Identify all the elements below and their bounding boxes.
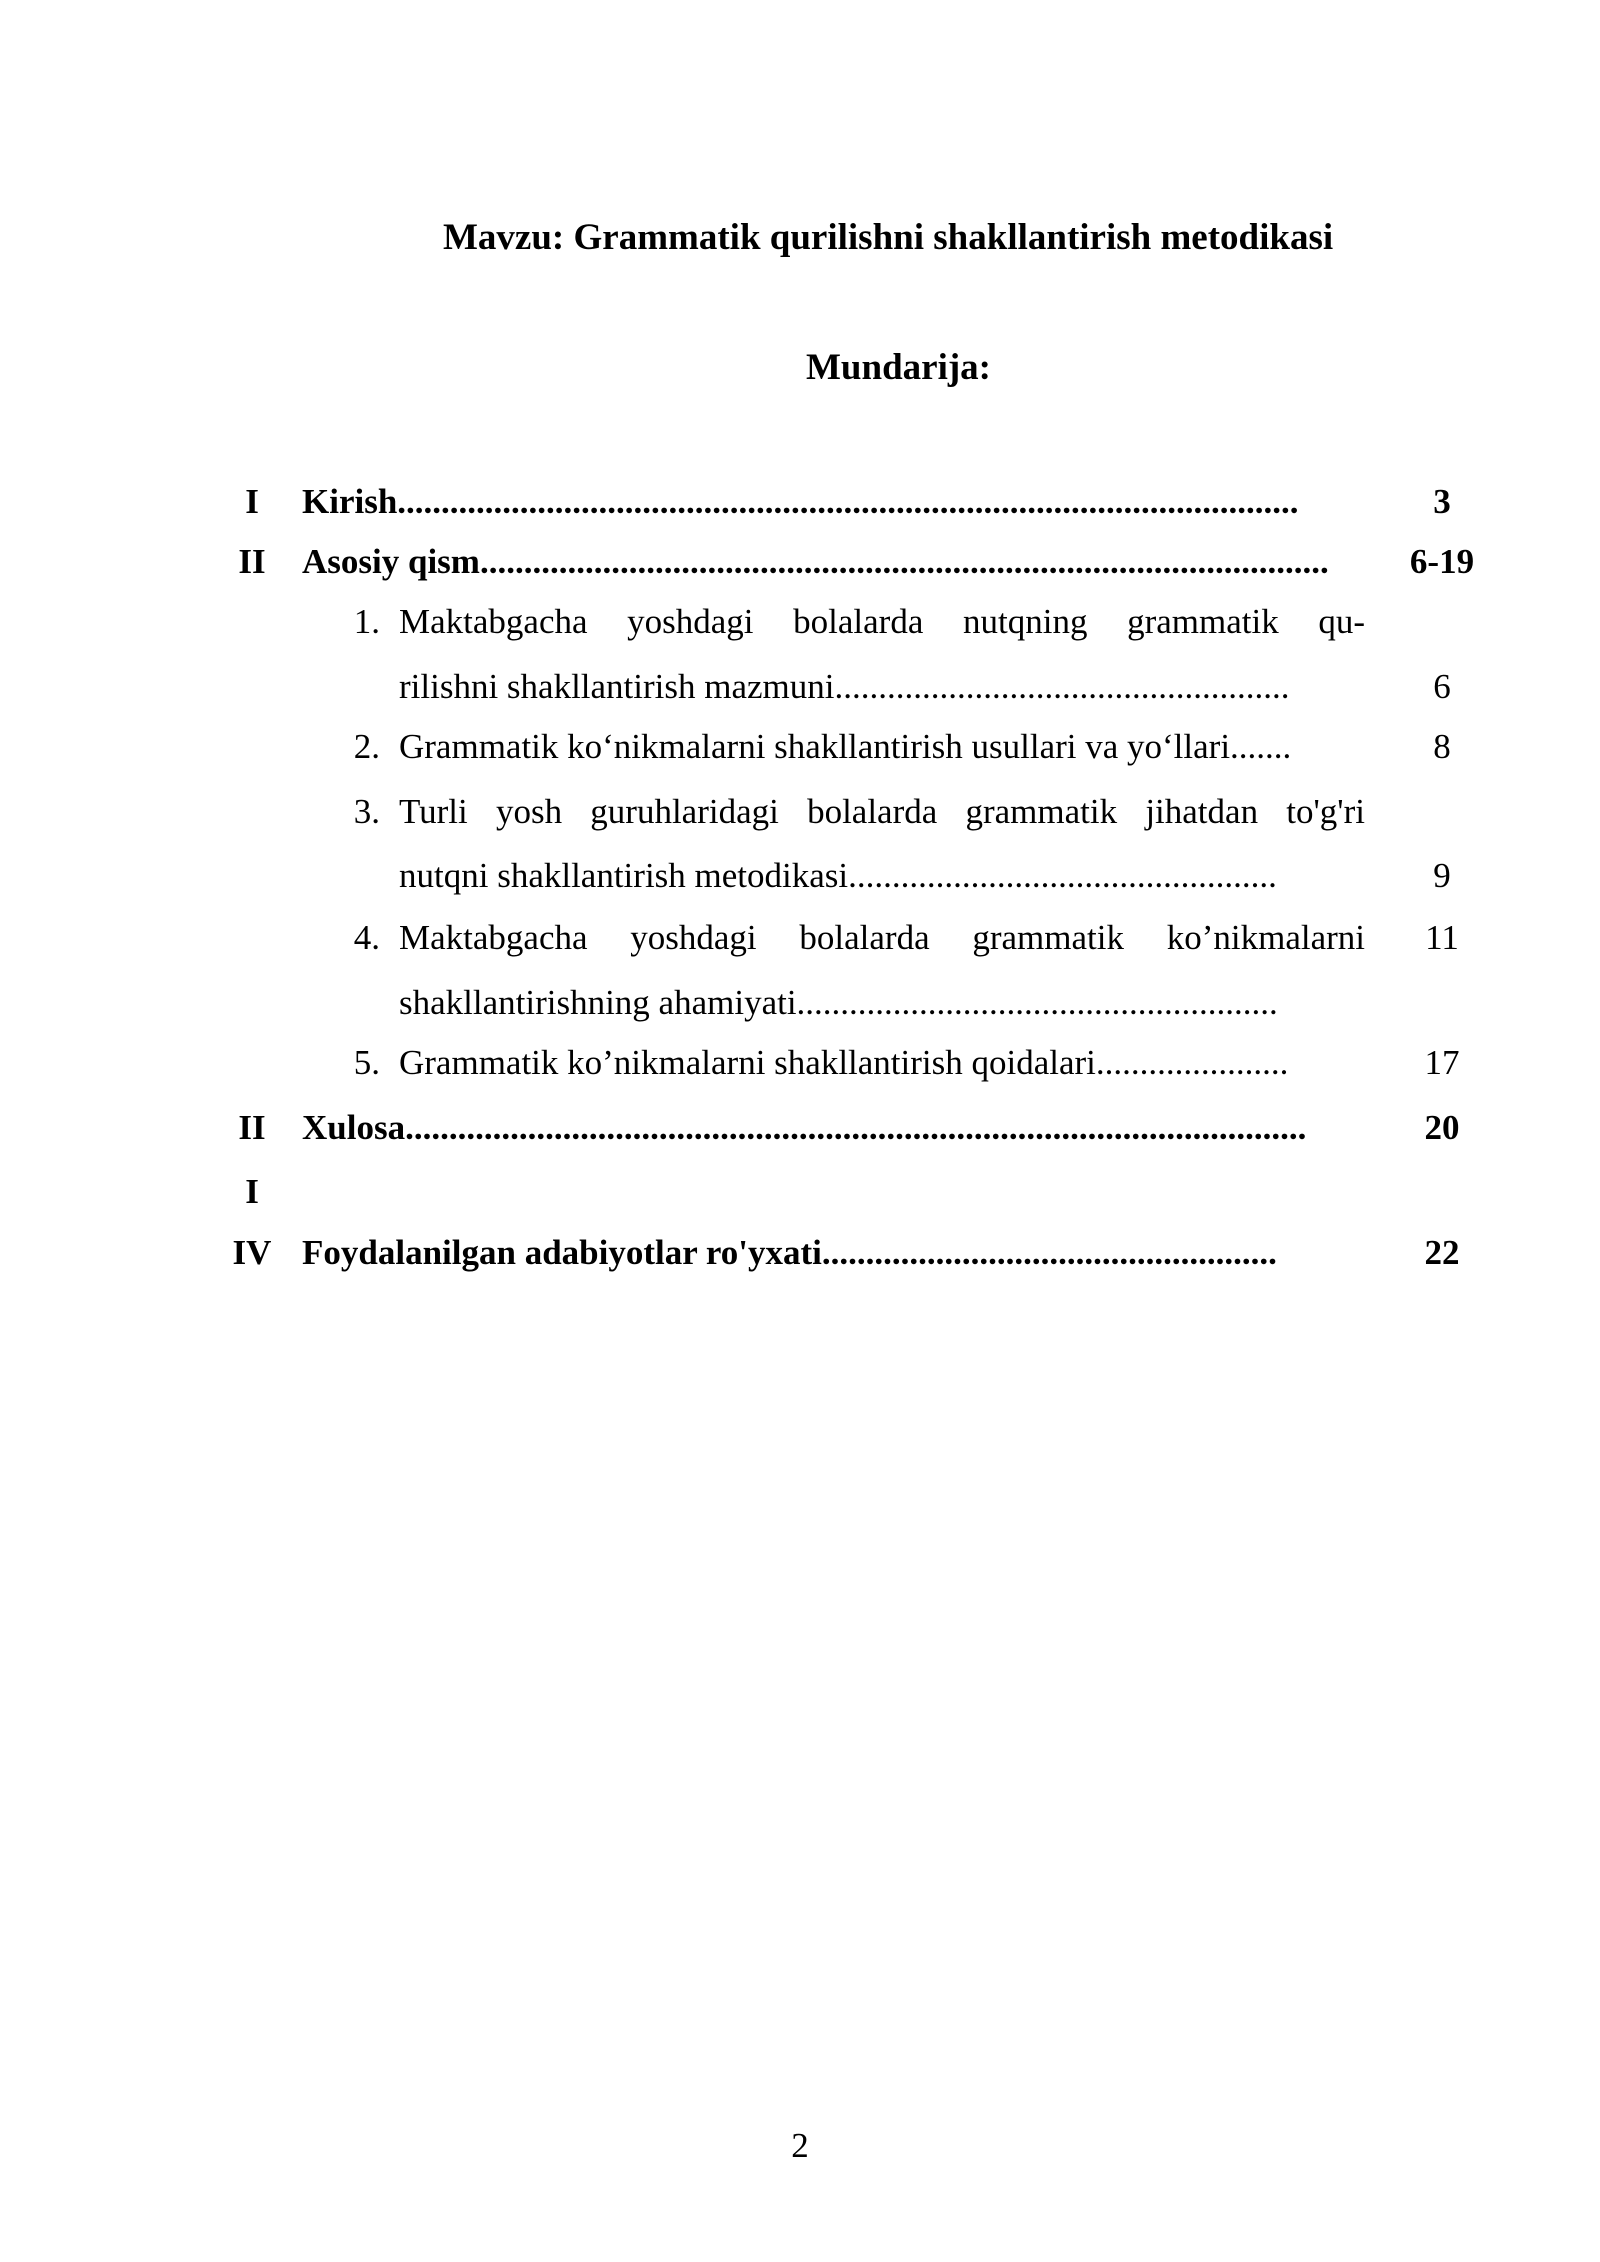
toc-subitem-1-line1: Maktabgacha yoshdagi bolalarda nutqning grammatik qu- (399, 602, 1365, 641)
toc-subitem-4-line1: Maktabgacha yoshdagi bolalarda grammatik ko’nikmalarni (399, 918, 1365, 957)
toc-roman-xulosa-line1: II (238, 1108, 266, 1147)
toc-subitem-5-line1: Grammatik ko’nikmalarni shakllantirish qoidalari...................... (399, 1043, 1289, 1082)
toc-subitem-3-line2: nutqni shakllantirish metodikasi................................................. (399, 856, 1277, 895)
toc-subitem-number-3: 3. (353, 792, 380, 831)
toc-subitem-5-page: 17 (1424, 1043, 1460, 1082)
toc-subitem-1-line2: rilishni shakllantirish mazmuni.................................................... (399, 667, 1290, 706)
toc-entry-foydalanilgan: Foydalanilgan adabiyotlar ro'yxati.................................................... (302, 1233, 1277, 1272)
toc-page-xulosa: 20 (1424, 1108, 1460, 1147)
toc-subitem-3-line1: Turli yosh guruhlaridagi bolalarda grammatik jihatdan to'g'ri (399, 792, 1365, 831)
toc-heading: Mundarija: (806, 347, 991, 388)
toc-subitem-number-1: 1. (353, 602, 380, 641)
toc-subitem-2-line1: Grammatik ko‘nikmalarni shakllantirish usullari va yo‘llari....... (399, 727, 1292, 766)
toc-roman-foydalanilgan: IV (232, 1233, 272, 1272)
toc-subitem-number-5: 5. (353, 1043, 380, 1082)
toc-subitem-number-4: 4. (353, 918, 380, 957)
toc-page-asosiy: 6-19 (1409, 542, 1475, 581)
toc-roman-kirish: I (245, 482, 259, 521)
toc-entry-asosiy: Asosiy qism................................................................................................. (302, 542, 1329, 581)
toc-subitem-4-page: 11 (1425, 918, 1459, 957)
toc-subitem-number-2: 2. (353, 727, 380, 766)
toc-page-foydalanilgan: 22 (1424, 1233, 1460, 1272)
toc-entry-xulosa: Xulosa....................................................................................................... (302, 1108, 1307, 1147)
page-title: Mavzu: Grammatik qurilishni shakllantirish metodikasi (443, 217, 1334, 258)
toc-subitem-2-page: 8 (1433, 727, 1451, 766)
toc-page-kirish: 3 (1433, 482, 1451, 521)
toc-roman-xulosa-line2: I (245, 1172, 259, 1211)
toc-entry-kirish: Kirish....................................................................................................... (302, 482, 1299, 521)
toc-subitem-1-page: 6 (1433, 667, 1451, 706)
toc-roman-asosiy: II (238, 542, 266, 581)
toc-subitem-3-page: 9 (1433, 856, 1451, 895)
toc-subitem-4-line2: shakllantirishning ahamiyati....................................................... (399, 983, 1278, 1022)
page-number: 2 (791, 2126, 809, 2165)
